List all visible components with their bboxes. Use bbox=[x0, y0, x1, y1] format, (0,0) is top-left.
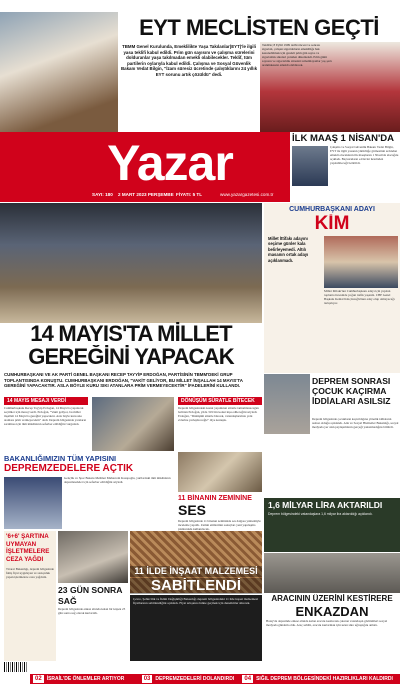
earthquake-photo bbox=[264, 374, 310, 434]
cumhur-photo bbox=[324, 236, 398, 288]
sound-headline-line1: 11 BİNANIN ZEMİNİNE bbox=[178, 495, 252, 502]
aid-body: Deprem bölgesindeki vatandaşlara 1,6 milyar lira aktarıldığı açıklandı. bbox=[268, 512, 373, 516]
top-right-photo bbox=[292, 146, 328, 186]
cumhur-headline: KİM bbox=[314, 214, 350, 234]
footer-bar bbox=[30, 674, 400, 684]
top-banner-headline: EYT MECLİSTEN GEÇTİ bbox=[139, 16, 379, 40]
top-banner-body: Teklifle; 8 Eylül 1999 tarihi öncesi ve sonrası sigortalı, çalışan sigortalıların emekliliğe hak kazanabilmek için gerekli prim gün sayısı ve sigortalılık süreleri yeniden düzenlendi. Prim günü sayısını ve sigortalılık süresini tamamlayanlar yaş şartı aranmaksızın emekli olabilecek. bbox=[262, 44, 332, 67]
sixsix-headline: '6+6' ŞARTINA UYMAYAN İŞLETMELERE CEZA YAĞDI bbox=[6, 533, 50, 563]
construction-body: Çevre, Şehircilik ve İklim Değişikliği Bakanlığı deprem bölgesindeki 11 ilde inşaat malzemesi fiyatlarının sabitlendiğini açıkladı. Fiyat artışının önüne geçmek için denetimler sürecek. bbox=[133, 597, 258, 605]
car-headline-line2: ENKAZDAN bbox=[295, 604, 369, 619]
main-left-kicker: 14 MAYIS MESAJI VERDİ bbox=[4, 397, 88, 405]
sound-headline-line2: SES bbox=[178, 503, 207, 518]
main-mid-photo bbox=[92, 397, 174, 451]
masthead-issue: SAYI: 180 bbox=[92, 192, 113, 197]
earthquake-body: Deprem bölgesinde çocukların kaçırıldığına yönelik iddiaların asılsız olduğu açıklandı. Aile ve Sosyal Hizmetler Bakanlığı, sosyal medyada yer alan paylaşımların gerçeği yansıtmadığını bildirdi. bbox=[312, 418, 399, 429]
barcode bbox=[4, 662, 28, 672]
top-right-body: Çalışma ve Sosyal Güvenlik Bakanı Vedat Bilgin, EYT ile ilgili yasanın yürürlüğe girmesinin ardından emekli olacakların ilk maaşlarını 1 Nisan'da alacağını açıkladı. Başvuruların e-Devlet üzerinden yapılabileceği belirtildi. bbox=[330, 146, 399, 165]
footer-item-3-text[interactable]: SIĞIL DEPREM BÖLGESİNDEKİ HAZIRLIKLARI KALDIRDI bbox=[256, 676, 393, 682]
main-body-right: Deprem bölgesindeki konut yapımının süratle tamamlanacağını belirten Erdoğan, yılda 319 bin konut inşa edileceğini söyledi. Erdoğan, "Dönüşüm süratle bitecek, vatandaşlarımızı yeni evlerine yerleştireceğiz" diye konuştu. bbox=[178, 407, 259, 422]
top-right-headline: İLK MAAŞ 1 NİSAN'DA bbox=[292, 133, 395, 144]
masthead-website[interactable]: www.yazargazetesi.com.tr bbox=[220, 192, 274, 197]
main-headline-line2: GEREĞİNİ YAPACAK bbox=[28, 345, 234, 369]
footer-item-1-text[interactable]: İSRAİL'DE ÖNLEMLER ARTIYOR bbox=[46, 676, 125, 682]
footer-item-1-num: 02 bbox=[35, 676, 42, 682]
dog-body: Deprem bölgesinde enkaz altında kalan bir köpek 23 gün sonra sağ olarak kurtarıldı. bbox=[58, 608, 126, 615]
dog-photo bbox=[58, 531, 128, 583]
sound-body: Deprem bölgesinde 11 binanın zemininde ses dalgası yöntemiyle inceleme yapıldı. Zemin etütlerinin sonuçları yeni yapılaşma planlarında kullanılacak. bbox=[178, 520, 261, 531]
sixsix-body: Ticaret Bakanlığı, deprem bölgesinde fahiş fiyat uygulayan ve stokçuluk yapan işletmelere ceza yağdırdı. bbox=[6, 568, 54, 579]
dog-headline: 23 GÜN SONRA SAĞ bbox=[58, 585, 123, 606]
earthquake-headline: DEPREM SONRASI ÇOCUK KAÇIRMA İDDİALARI ASILSIZ bbox=[312, 376, 391, 406]
footer-item-2-num: 03 bbox=[143, 676, 151, 682]
cumhur-label: CUMHURBAŞKANI ADAYI bbox=[289, 206, 375, 213]
main-deck: CUMHURBAŞKANI VE AK PARTİ GENEL BAŞKANI RECEP TAYYİP ERDOĞAN, PARTİSİNİN TBMM'DEKİ GRUP TOPLANTISINDA KONUŞTU. CUMHURBAŞKANI ERDOĞAN, "VAKİT GELİYOR, BU MİLLET İNŞALLAH 14 MAYIS'TA GEREĞİNİ YAPACAKTIR. ASLA BÖYLE KURU SIKI ATANLARA PRİM VERMEYECEKTİR" İFADELERİNİ KULLANDI. bbox=[4, 372, 243, 389]
footer-item-3-num: 04 bbox=[244, 676, 252, 682]
main-body-left: Cumhurbaşkanı Recep Tayyip Erdoğan, 14 Mayıs'ta yapılacak seçimler için mesaj verdi. Erdoğan, "Vakit geliyor, bu millet inşallah 14 Mayıs'ta gereğini yapacaktır. Asla böyle kuru sıkı atanlara prim vermeyecektir" dedi. Deprem bölgesinde yaraların sarılması için tüm imkânların seferber edildiğini vurguladı. bbox=[4, 407, 87, 426]
sound-photo bbox=[178, 452, 262, 492]
footer-item-2-text[interactable]: DEPREMZEDELERİ DOLANDIRDI bbox=[155, 676, 235, 682]
ministry-body: Gençlik ve Spor Bakanı Mehmet Muharrem Kasapoğlu, yurtlardaki tüm imkânların depremzedeler için seferber edildiğini söyledi. bbox=[64, 477, 171, 484]
car-photo bbox=[264, 553, 400, 593]
cumhur-lead: Millet İttifakı adayını seçime günler kala belirleyemedi. Altılı masanın ortak adayı açıklanmadı. bbox=[268, 236, 309, 263]
aid-headline: 1,6 MİLYAR LİRA AKTARILDI bbox=[268, 500, 383, 510]
ministry-label: BAKANLIĞIMIZIN TÜM YAPISINI bbox=[4, 454, 117, 463]
top-banner-photo bbox=[0, 12, 118, 132]
main-right-kicker: DÖNÜŞÜM SÜRATLE BİTECEK bbox=[178, 397, 262, 405]
construction-headline-line2: SABİTLENDİ bbox=[130, 578, 262, 594]
masthead-title: Yazar bbox=[107, 136, 233, 190]
top-banner-lead: TBMM Genel Kurulunda, Emeklilikte Yaşa Takılanlar(EYT)'le ilgili yasa teklifi kabul edildi. Prim gün sayısını ve çalışma sürelerini dolduranlar yaşa takılmadan emekli olabilecekler. Teklif, tüm partilerin oylarıyla kabul edildi. Çalışma ve Sosyal Güvenlik Bakanı Vedat Bilgin, "İzam süresiz ücretinde çalıştıklarını 24 yıllık EYT sorunu artık çözüldü" dedi. bbox=[120, 44, 258, 77]
masthead-date: 2 MART 2023 PERŞEMBE bbox=[118, 192, 174, 197]
ministry-headline: DEPREMZEDELERE AÇTIK bbox=[4, 463, 134, 474]
cumhur-body: Millet İttifakı'nın Cumhurbaşkanı adayı için yapılan toplantı öncesinde yoğun trafik yaşandı. CHP Genel Başkanı Kemal Kılıçdaroğlu'nun aday olup olmayacağı tartışılıyor. bbox=[324, 290, 395, 305]
construction-headline-line1: 11 İLDE İNŞAAT MALZEMESİ bbox=[130, 566, 262, 577]
main-photo bbox=[0, 203, 262, 323]
ministry-photo bbox=[4, 477, 62, 529]
masthead-price: FİYATI: 5 TL bbox=[176, 192, 203, 197]
main-headline-line1: 14 MAYIS'TA MİLLET bbox=[30, 322, 232, 346]
car-body: Hatay'da depremde enkaz altında kalan aracını kestirerek çıkaran vatandaşın görüntüleri sosyal medyada gündem oldu. Araç sahibi, aracını kurtarmak için uzun süre uğraştığını anlattı. bbox=[266, 620, 388, 627]
car-headline-line1: ARACININ ÜZERİNİ KESTİRERE bbox=[271, 594, 393, 603]
